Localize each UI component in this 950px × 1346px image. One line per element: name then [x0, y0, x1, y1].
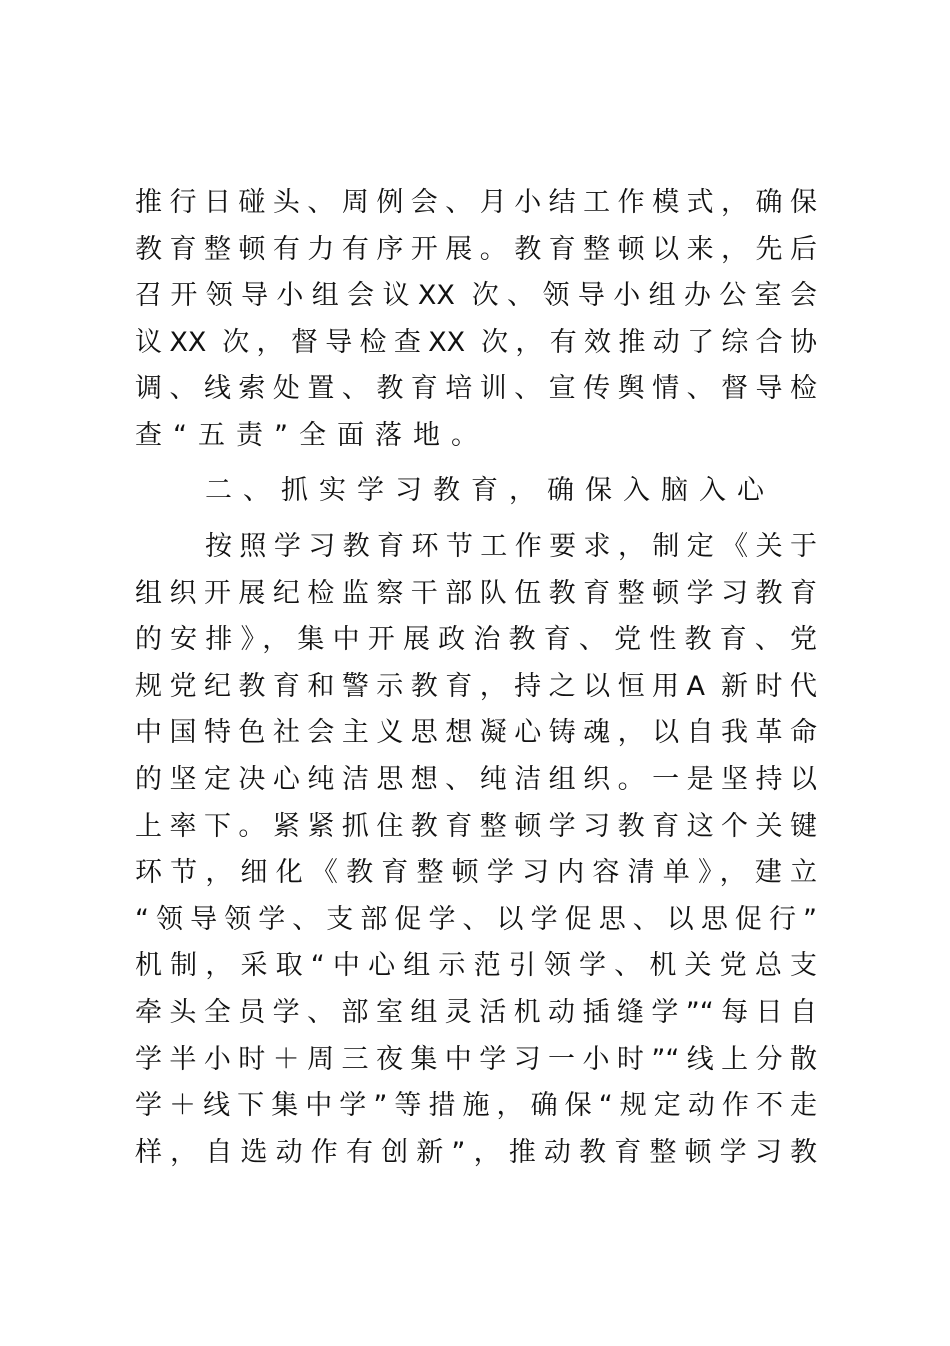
section-heading: 二、抓实学习教育，确保入脑入心: [205, 475, 775, 506]
paragraph-1-line-1: 推行日碰头、周例会、月小结工作模式，确保: [135, 187, 817, 218]
paragraph-2-line-8: 环节，细化《教育整顿学习内容清单》，建立: [135, 857, 817, 889]
paragraph-2-line-11: 牵头全员学、部室组灵活机动插缝学”“每日自: [135, 996, 817, 1028]
paragraph-1-line-4: 议XX 次，督导检查XX 次，有效推动了综合协: [135, 326, 817, 358]
paragraph-1-line-3: 召开领导小组会议XX 次、领导小组办公室会: [135, 280, 817, 312]
paragraph-1-line-2: 教育整顿有力有序开展。教育整顿以来，先后: [135, 233, 817, 265]
paragraph-1: [135, 180, 817, 460]
paragraph-2: [135, 524, 817, 1176]
paragraph-2-line-10: 机制，采取“中心组示范引领学、机关党总支: [135, 950, 817, 982]
paragraph-2-line-1: 按照学习教育环节工作要求，制定《关于: [205, 531, 817, 562]
paragraph-2-line-6: 的坚定决心纯洁思想、纯洁组织。一是坚持以: [135, 763, 817, 795]
paragraph-2-line-14: 样，自选动作有创新”，推动教育整顿学习教: [135, 1136, 817, 1168]
paragraph-2-line-13: 学＋线下集中学”等措施，确保“规定动作不走: [135, 1090, 817, 1122]
paragraph-1-line-5: 调、线索处置、教育培训、宣传舆情、督导检: [135, 373, 817, 405]
paragraph-2-line-7: 上率下。紧紧抓住教育整顿学习教育这个关键: [135, 810, 817, 842]
paragraph-2-line-5: 中国特色社会主义思想凝心铸魂，以自我革命: [135, 717, 817, 749]
paragraph-2-line-2: 组织开展纪检监察干部队伍教育整顿学习教育: [135, 577, 817, 609]
paragraph-2-line-3: 的安排》，集中开展政治教育、党性教育、党: [135, 624, 817, 656]
paragraph-2-line-9: “领导领学、支部促学、以学促思、以思促行”: [135, 903, 817, 935]
paragraph-1-line-6: 查“五责”全面落地。: [135, 419, 489, 451]
paragraph-2-line-4: 规党纪教育和警示教育，持之以恒用A 新时代: [135, 670, 817, 702]
paragraph-2-line-12: 学半小时＋周三夜集中学习一小时”“线上分散: [135, 1043, 817, 1075]
